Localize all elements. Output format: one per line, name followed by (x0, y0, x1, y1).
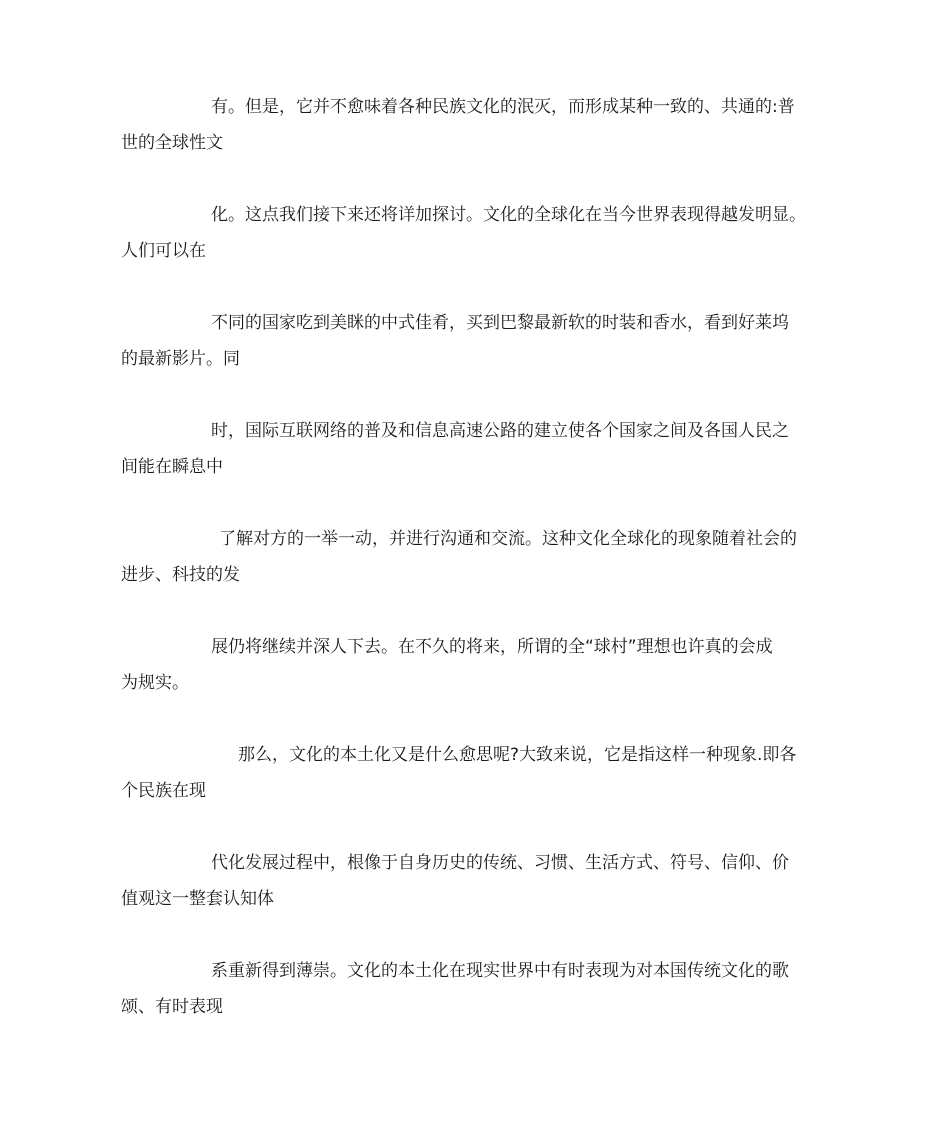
paragraph-line: 系重新得到薄崇。文化的本土化在现实世界中有时表现为对本国传统文化的歌 (211, 961, 789, 981)
paragraph-3 (121, 305, 833, 377)
paragraph-line: 颂、有时表现 (121, 997, 223, 1017)
paragraph-7 (121, 737, 833, 809)
paragraph-6 (121, 629, 833, 701)
paragraph-line: 间能在瞬息中 (121, 457, 223, 477)
paragraph-line: 的最新影片。同 (121, 349, 240, 369)
paragraph-2 (121, 197, 833, 269)
paragraph-line: 不同的国家吃到美眯的中式佳肴，买到巴黎最新软的时装和香水，看到好莱坞 (211, 313, 789, 333)
paragraph-line: 世的全球性文 (121, 133, 223, 153)
paragraph-line: 人们可以在 (121, 241, 206, 261)
paragraph-line: 那么，文化的本土化又是什么愈思呢?大致来说，它是指这样一种现象.即各 (238, 745, 797, 765)
paragraph-8 (121, 845, 833, 917)
paragraph-5 (121, 521, 833, 593)
paragraph-line: 代化发展过程中，根像于自身历史的传统、习惯、生活方式、符号、信仰、价 (211, 853, 789, 873)
paragraph-9 (121, 953, 833, 1025)
paragraph-line: 了解对方的一举一动，并进行沟通和交流。这种文化全球化的现象随着社会的 (219, 529, 797, 549)
paragraph-line: 展仍将继续并深人下去。在不久的将来，所谓的全“球村”理想也许真的会成 (211, 637, 773, 657)
paragraph-4 (121, 413, 833, 485)
paragraph-line: 时，国际互联网络的普及和信息高速公路的建立使各个国家之间及各国人民之 (211, 421, 789, 441)
paragraph-line: 化。这点我们接下来还将详加探讨。文化的全球化在当今世界表现得越发明显。 (211, 205, 806, 225)
paragraph-line: 进步、科技的发 (121, 565, 240, 585)
paragraph-line: 为规实。 (121, 673, 189, 693)
paragraph-line: 个民族在现 (121, 781, 206, 801)
paragraph-1 (121, 89, 833, 161)
paragraph-line: 有。但是，它并不愈味着各种民族文化的泯灭，而形成某种一致的、共通的:普 (211, 97, 795, 117)
paragraph-line: 值观这一整套认知体 (121, 889, 274, 909)
